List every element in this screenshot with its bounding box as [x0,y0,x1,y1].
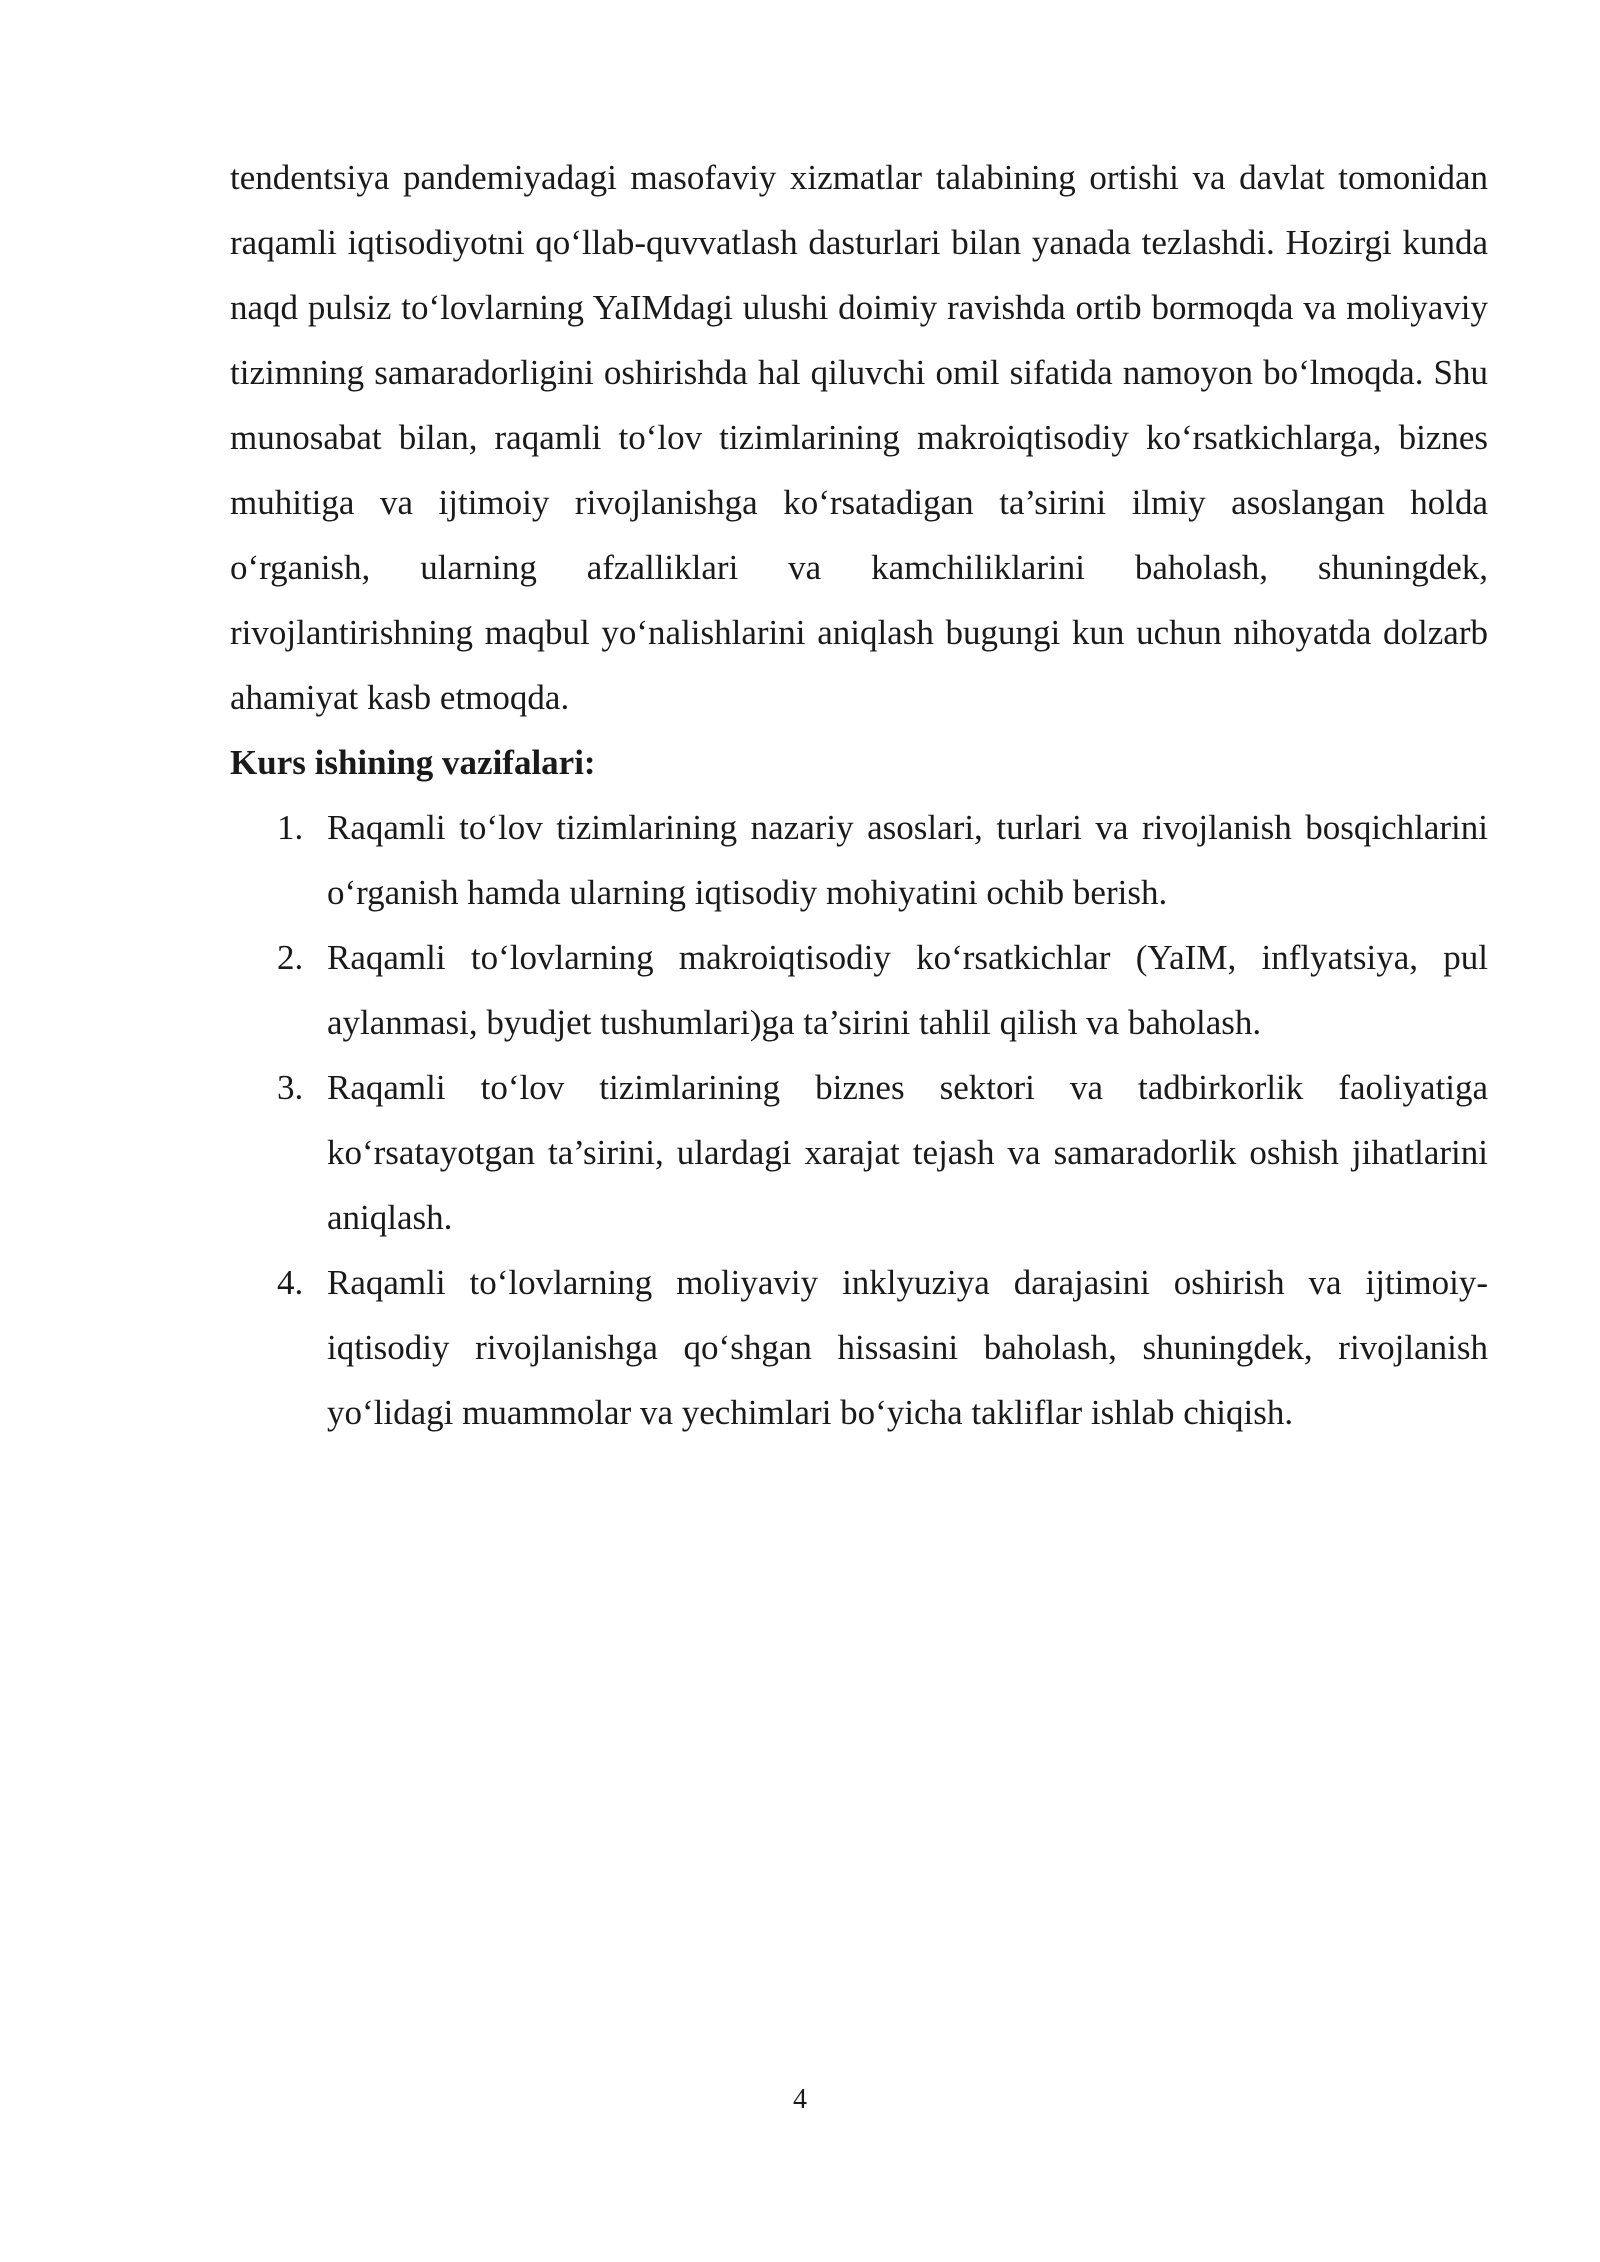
list-item-number: 2. [277,938,304,977]
intro-paragraph: tendentsiya pandemiyadagi masofaviy xizmatlar talabining ortishi va davlat tomonidan raqamli iqtisodiyotni qo‘llab-quvvatlash dasturlari bilan yanada tezlashdi. Hozirgi kunda naqd pulsiz to‘lovlarning YaIMdagi ulushi doimiy ravishda ortib bormoqda va moliyaviy tizimning samaradorligini oshirishda hal qiluvchi omil sifatida namoyon bo‘lmoqda. Shu munosabat bilan, raqamli to‘lov tizimlarining makroiqtisodiy ko‘rsatkichlarga, biznes muhitiga va ijtimoiy rivojlanishga ko‘rsatadigan ta’sirini ilmiy asoslangan holda o‘rganish, ularning afzalliklari va kamchiliklarini baholash, shuningdek, rivojlantirishning maqbul yo‘nalishlarini aniqlash bugungi kun uchun nihoyatda dolzarb ahamiyat kasb etmoqda. [230,158,1488,717]
tasks-heading: Kurs ishining vazifalari: [230,743,596,782]
list-item-number: 4. [277,1263,304,1302]
list-item-number: 1. [277,808,304,847]
list-item [230,1250,1488,1445]
page-number: 4 [793,2084,807,2115]
list-item [230,925,1488,1055]
page-body [230,145,1488,1445]
list-item-number: 3. [277,1068,304,1107]
list-item-text: Raqamli to‘lovlarning moliyaviy inklyuziya darajasini oshirish va ijtimoiy-iqtisodiy rivojlanishga qo‘shgan hissasini baholash, shuningdek, rivojlanish yo‘lidagi muammolar va yechimlari bo‘yicha takliflar ishlab chiqish. [327,1263,1488,1432]
list-item-text: Raqamli to‘lovlarning makroiqtisodiy ko‘rsatkichlar (YaIM, inflyatsiya, pul aylanmasi, byudjet tushumlari)ga ta’sirini tahlil qilish va baholash. [327,938,1488,1042]
list-item-text: Raqamli to‘lov tizimlarining biznes sektori va tadbirkorlik faoliyatiga ko‘rsatayotgan ta’sirini, ulardagi xarajat tejash va samaradorlik oshish jihatlarini aniqlash. [327,1068,1488,1237]
list-item-text: Raqamli to‘lov tizimlarining nazariy asoslari, turlari va rivojlanish bosqichlarini o‘rganish hamda ularning iqtisodiy mohiyatini ochib berish. [327,808,1488,912]
list-item [230,1055,1488,1250]
list-item [230,795,1488,925]
tasks-list [230,795,1488,1445]
